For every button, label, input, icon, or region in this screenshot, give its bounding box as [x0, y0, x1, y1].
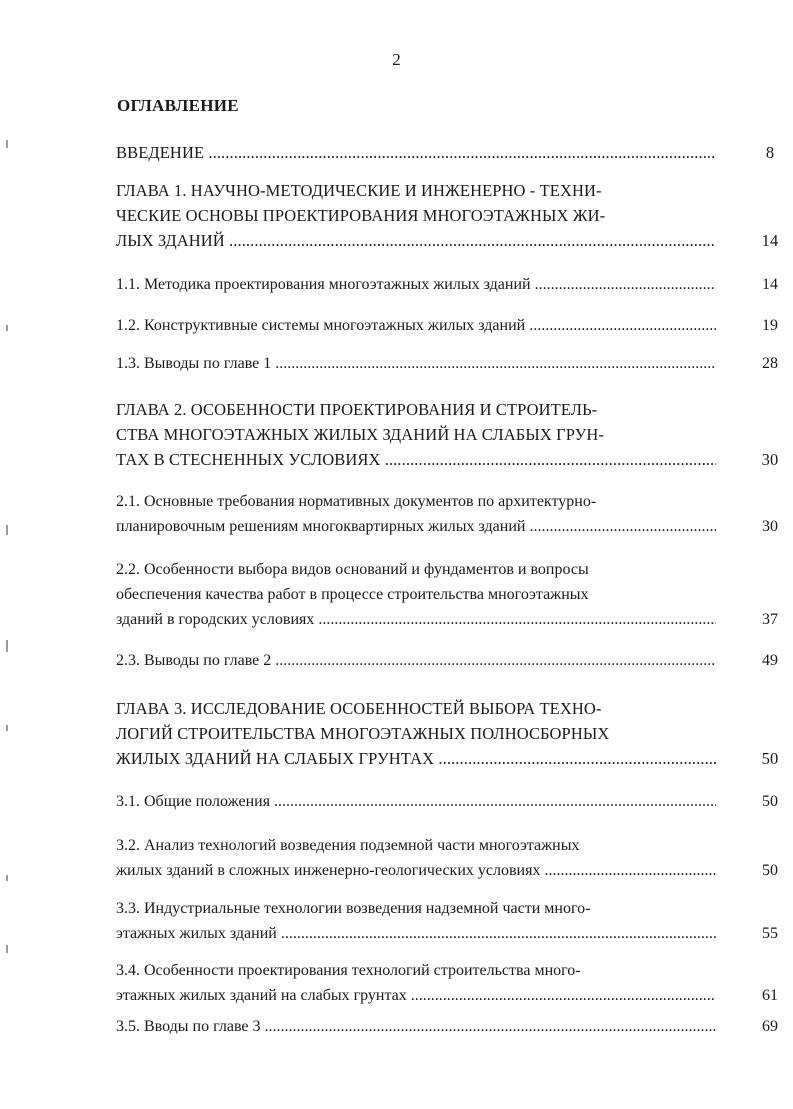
toc-entry-line: 3.4. Особенности проектирования технологий строительства много- — [116, 962, 581, 979]
toc-page-number: 69 — [762, 1018, 778, 1035]
toc-section-entry — [116, 557, 790, 632]
toc-page-number: 50 — [762, 793, 778, 810]
toc-chapter-entry — [116, 178, 790, 253]
toc-section-entry — [116, 648, 790, 673]
toc-entry-line: ГЛАВА 1. НАУЧНО-МЕТОДИЧЕСКИЕ И ИНЖЕНЕРНО - ТЕХНИ- — [116, 181, 602, 200]
toc-entry-leader — [116, 746, 716, 771]
toc-page-number: 14 — [762, 276, 778, 293]
toc-section-entry — [116, 896, 790, 946]
toc-entry-line: ЛОГИЙ СТРОИТЕЛЬСТВА МНОГОЭТАЖНЫХ ПОЛНОСБОРНЫХ — [116, 724, 610, 743]
toc-entry-leader — [116, 514, 716, 539]
toc-section-entry — [116, 789, 790, 814]
toc-entry-leader — [116, 272, 716, 297]
toc-page-number: 30 — [761, 450, 779, 469]
toc-entry-leader — [116, 313, 716, 338]
toc-chapter-entry — [116, 696, 790, 771]
scan-margin-mark — [6, 525, 8, 535]
toc-page-number: 55 — [762, 925, 778, 942]
toc-page-number: 30 — [762, 518, 778, 535]
toc-entry-title: зданий в городских условиях — [116, 611, 315, 628]
toc-entry-leader — [116, 351, 716, 376]
toc-section-entry — [116, 313, 790, 338]
toc-entry-leader — [116, 921, 716, 946]
toc-entry-line: СТВА МНОГОЭТАЖНЫХ ЖИЛЫХ ЗДАНИЙ НА СЛАБЫХ ГРУН- — [116, 425, 605, 444]
toc-entry-title: этажных жилых зданий — [116, 925, 277, 942]
scan-margin-mark — [6, 945, 8, 953]
toc-entry-leader — [116, 858, 716, 883]
toc-page-number: 49 — [762, 652, 778, 669]
toc-entry-line: 3.3. Индустриальные технологии возведения надземной части много- — [116, 900, 591, 917]
toc-page-number: 19 — [762, 317, 778, 334]
toc-entry-leader — [116, 1014, 716, 1039]
scan-margin-mark — [6, 140, 8, 148]
toc-entry-title: ТАХ В СТЕСНЕННЫХ УСЛОВИЯХ — [116, 450, 381, 469]
toc-entry-leader — [116, 789, 716, 814]
toc-entry-leader — [116, 447, 716, 472]
toc-entry-title: планировочным решениям многоквартирных жилых зданий — [116, 518, 526, 535]
toc-entry-title: 3.5. Вводы по главе 3 — [116, 1018, 261, 1035]
scan-margin-mark — [6, 640, 8, 652]
toc-section-entry — [116, 272, 790, 297]
toc-entry-title: 3.1. Общие положения — [116, 793, 271, 810]
toc-entry-title: этажных жилых зданий на слабых грунтах — [116, 987, 407, 1004]
toc-page-number: 28 — [762, 355, 778, 372]
toc-chapter-entry — [116, 397, 790, 472]
toc-entry-leader — [116, 983, 716, 1008]
toc-page-number: 8 — [765, 143, 775, 162]
scan-margin-mark — [6, 875, 8, 881]
toc-section-entry — [116, 351, 790, 376]
toc-entry-leader — [116, 607, 716, 632]
toc-entry-line: 3.2. Анализ технологий возведения подземной части многоэтажных — [116, 837, 580, 854]
toc-entry-leader — [116, 140, 716, 165]
toc-entry-title: 2.3. Выводы по главе 2 — [116, 652, 272, 669]
toc-entry-line: обеспечения качества работ в процессе строительства многоэтажных — [116, 586, 589, 603]
toc-page-number: 37 — [762, 611, 778, 628]
toc-entry-title: ЛЫХ ЗДАНИЙ — [116, 231, 225, 250]
toc-entry-line: ГЛАВА 2. ОСОБЕННОСТИ ПРОЕКТИРОВАНИЯ И СТРОИТЕЛЬ- — [116, 400, 598, 419]
toc-entry-line: ГЛАВА 3. ИССЛЕДОВАНИЕ ОСОБЕННОСТЕЙ ВЫБОРА ТЕХНО- — [116, 699, 602, 718]
document-title: ОГЛАВЛЕНИЕ — [117, 96, 239, 115]
toc-entry-line: ЧЕСКИЕ ОСНОВЫ ПРОЕКТИРОВАНИЯ МНОГОЭТАЖНЫХ ЖИ- — [116, 206, 606, 225]
toc-section-entry — [116, 489, 790, 539]
scan-margin-mark — [6, 325, 8, 331]
scan-margin-mark — [6, 725, 8, 731]
toc-entry-title: ЖИЛЫХ ЗДАНИЙ НА СЛАБЫХ ГРУНТАХ — [116, 749, 435, 768]
toc-page-number: 61 — [762, 987, 778, 1004]
toc-entry-title: 1.1. Методика проектирования многоэтажных жилых зданий — [116, 276, 531, 293]
toc-chapter-entry — [116, 140, 790, 165]
toc-entry-title: ВВЕДЕНИЕ — [116, 143, 205, 162]
toc-entry-line: 2.2. Особенности выбора видов оснований и фундаментов и вопросы — [116, 561, 589, 578]
toc-entry-title: 1.3. Выводы по главе 1 — [116, 355, 272, 372]
toc-page-number: 14 — [761, 231, 779, 250]
toc-section-entry — [116, 958, 790, 1008]
toc-entry-line: 2.1. Основные требования нормативных документов по архитектурно- — [116, 493, 597, 510]
toc-page-number: 50 — [761, 749, 779, 768]
toc-page-number: 50 — [762, 862, 778, 879]
toc-entry-leader — [116, 228, 716, 253]
toc-entry-title: 1.2. Конструктивные системы многоэтажных жилых зданий — [116, 317, 526, 334]
toc-entry-title: жилых зданий в сложных инженерно-геологических условиях — [116, 862, 541, 879]
toc-section-entry — [116, 833, 790, 883]
toc-entry-leader — [116, 648, 716, 673]
toc-section-entry — [116, 1014, 790, 1039]
page-number: 2 — [392, 50, 401, 69]
